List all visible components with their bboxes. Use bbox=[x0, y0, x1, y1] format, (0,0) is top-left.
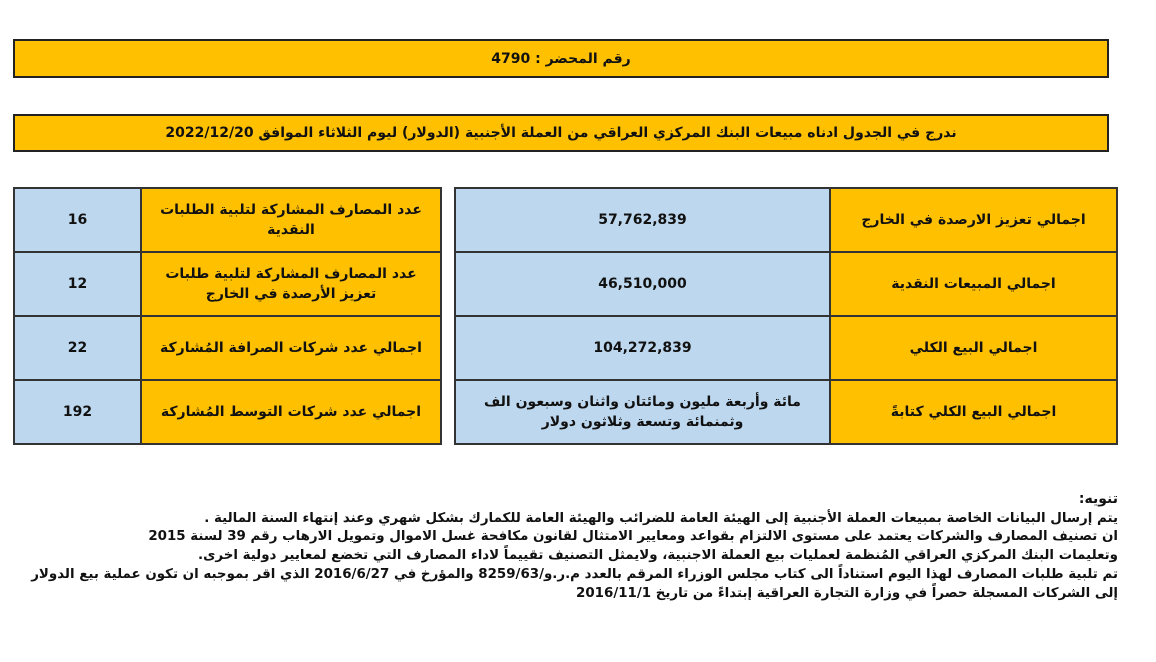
label-cell: عدد المصارف المشاركة لتلبية الطلبات النقدية bbox=[141, 188, 441, 252]
minutes-number-bar bbox=[13, 39, 1109, 78]
participants-table bbox=[13, 187, 442, 445]
subject-text: ندرج في الجدول ادناه مبيعات البنك المركزي العراقي من العملة الأجنبية (الدولار) ليوم الثلاثاء الموافق 2022/12/20 bbox=[165, 125, 957, 141]
notes-section bbox=[18, 490, 1118, 603]
table-row bbox=[14, 252, 441, 316]
label-cell: عدد المصارف المشاركة لتلبية طلبات تعزيز الأرصدة في الخارج bbox=[141, 252, 441, 316]
table-row bbox=[14, 188, 441, 252]
value-cell: 192 bbox=[14, 380, 141, 444]
label-cell: اجمالي البيع الكلي bbox=[830, 316, 1117, 380]
value-cell: 104,272,839 bbox=[455, 316, 830, 380]
label-cell: اجمالي عدد شركات الصرافة المُشاركة bbox=[141, 316, 441, 380]
sales-summary-table bbox=[454, 187, 1118, 445]
table-row bbox=[14, 380, 441, 444]
value-cell: 57,762,839 bbox=[455, 188, 830, 252]
label-cell: اجمالي البيع الكلي كتابةً bbox=[830, 380, 1117, 444]
label-cell: اجمالي المبيعات النقدية bbox=[830, 252, 1117, 316]
value-cell: 16 bbox=[14, 188, 141, 252]
notes-title: تنويه: bbox=[1078, 491, 1118, 507]
minutes-number: رقم المحضر : 4790 bbox=[491, 50, 631, 67]
table-row bbox=[455, 252, 1117, 316]
table-row bbox=[455, 316, 1117, 380]
label-cell: اجمالي تعزيز الارصدة في الخارج bbox=[830, 188, 1117, 252]
subject-bar bbox=[13, 114, 1109, 152]
note-line: وتعليمات البنك المركزي العراقي المُنظمة لعمليات بيع العملة الاجنبية، ولايمثل التصنيف تقييماً لاداء المصارف التي تخضع لمعايير دولية اخرى. bbox=[198, 548, 1118, 564]
value-cell: مائة وأربعة مليون ومائتان واثنان وسبعون الف وثمنمائة وتسعة وثلاثون دولار bbox=[455, 380, 830, 444]
note-line: تم تلبية طلبات المصارف لهذا اليوم استناداً الى كتاب مجلس الوزراء المرقم بالعدد م.ر.و/8259/63 والمؤرخ في 2016/6/27 الذي اقر بموجبه ان تكون عملية بيع الدولار bbox=[31, 566, 1118, 582]
note-line: إلى الشركات المسجلة حصراً في وزارة التجارة العراقية إبتداءً من تاريخ 2016/11/1 bbox=[576, 585, 1118, 601]
note-line: يتم إرسال البيانات الخاصة بمبيعات العملة الأجنبية إلى الهيئة العامة للضرائب والهيئة العامة للكمارك بشكل شهري وعند إنتهاء السنة المالية . bbox=[204, 510, 1118, 526]
value-cell: 46,510,000 bbox=[455, 252, 830, 316]
table-row bbox=[455, 380, 1117, 444]
table-row bbox=[455, 188, 1117, 252]
table-row bbox=[14, 316, 441, 380]
value-cell: 22 bbox=[14, 316, 141, 380]
label-cell: اجمالي عدد شركات التوسط المُشاركة bbox=[141, 380, 441, 444]
value-cell: 12 bbox=[14, 252, 141, 316]
note-line: ان تصنيف المصارف والشركات يعتمد على مستوى الالتزام بقواعد ومعايير الامتثال لقانون مكافحة غسل الاموال وتمويل الارهاب رقم 39 لسنة 2015 bbox=[148, 529, 1118, 545]
